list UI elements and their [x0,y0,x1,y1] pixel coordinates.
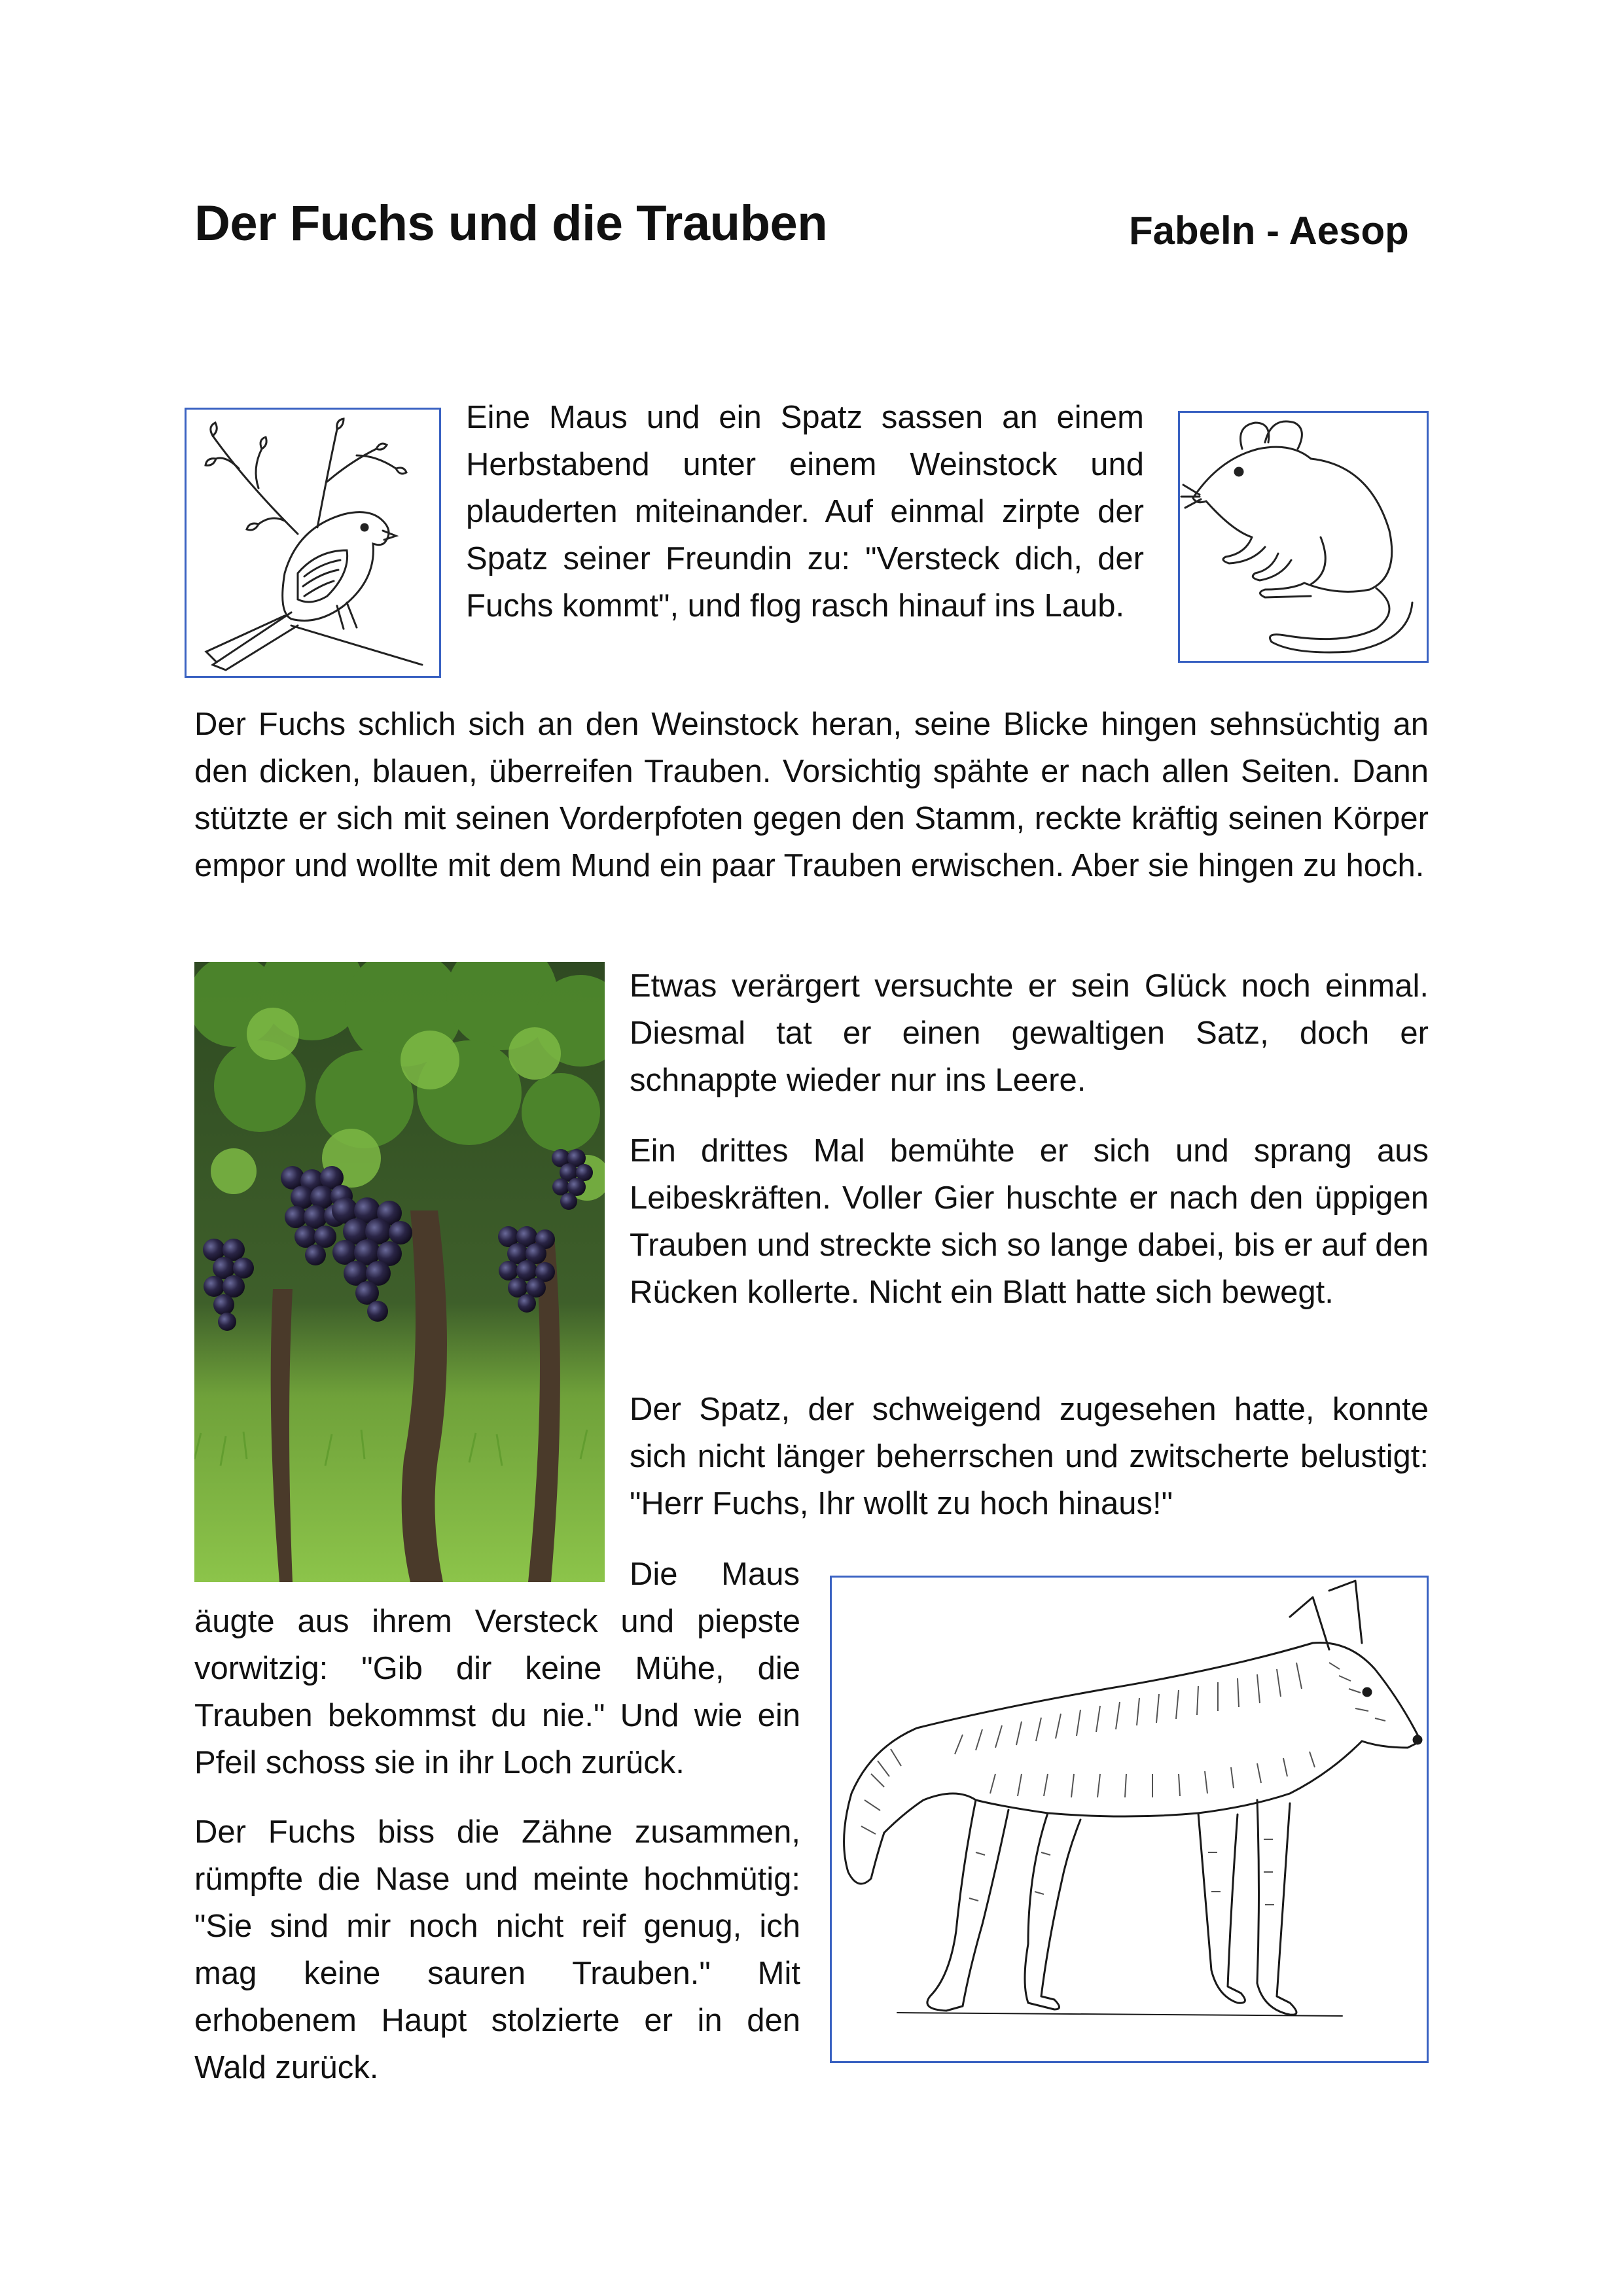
fox-illustration [830,1576,1429,2063]
page-subtitle: Fabeln - Aesop [1129,209,1409,253]
grapes-image [194,962,605,1582]
mouse-illustration [1178,411,1429,663]
grapevine-photo [194,962,605,1582]
paragraph-second-try: Etwas verärgert versuchte er sein Glück noch einmal. Diesmal tat er einen gewaltigen Satz, doch er schnappte wieder nur ins Leere. [630,968,1429,1098]
sparrow-illustration [185,408,441,678]
sparrow-icon [187,410,439,676]
paragraph-intro: Eine Maus und ein Spatz sassen an einem Herbstabend unter einem Weinstock und plauderten miteinander. Auf einmal zirpte der Spatz seiner Freundin zu: "Versteck dich, der Fuchs kommt", und flog rasch hinauf ins Laub. [466,400,1144,624]
paragraph-fox-approaches: Der Fuchs schlich sich an den Weinstock heran, seine Blicke hingen sehnsüchtig an den dicken, blauen, überreifen Trauben. Vorsichtig spähte er nach allen Seiten. Dann stützte er sich mit seinen Vorderpfoten gegen den Stamm, reckte kräftig seinen Körper empor und wollte mit dem Mund ein paar Trauben erwischen. Aber sie hingen zu hoch. [194,707,1429,883]
paragraph-third-try: Ein drittes Mal bemühte er sich und sprang aus Leibeskräften. Voller Gier huschte er nach den üppigen Trauben und streckte sich so lange dabei, bis er auf den Rücken kollerte. Nicht ein Blatt hatte sich bewegt. [630,1133,1429,1310]
page-title: Der Fuchs und die Trauben [194,196,828,251]
paragraph-fox-leaves: Der Fuchs biss die Zähne zusammen, rümpfte die Nase und meinte hochmütig: "Sie sind mir noch nicht reif genug, ich mag keine sauren Trauben." Mit erhobenem Haupt stolzierte er in den Wald zurück. [194,1814,800,2085]
paragraph-mouse-speaks: äugte aus ihrem Versteck und piepste vorwitzig: "Gib dir keine Mühe, die Trauben bekommst du nie." Und wie ein Pfeil schoss sie in ihr Loch zurück. [194,1604,800,1780]
paragraph-mouse-start: Die Maus [630,1557,800,1592]
mouse-icon [1180,413,1427,661]
paragraph-sparrow-speaks: Der Spatz, der schweigend zugesehen hatte, konnte sich nicht länger beherrschen und zwitscherte belustigt: "Herr Fuchs, Ihr wollt zu hoch hinaus!" [630,1392,1429,1521]
fox-icon [832,1578,1427,2061]
